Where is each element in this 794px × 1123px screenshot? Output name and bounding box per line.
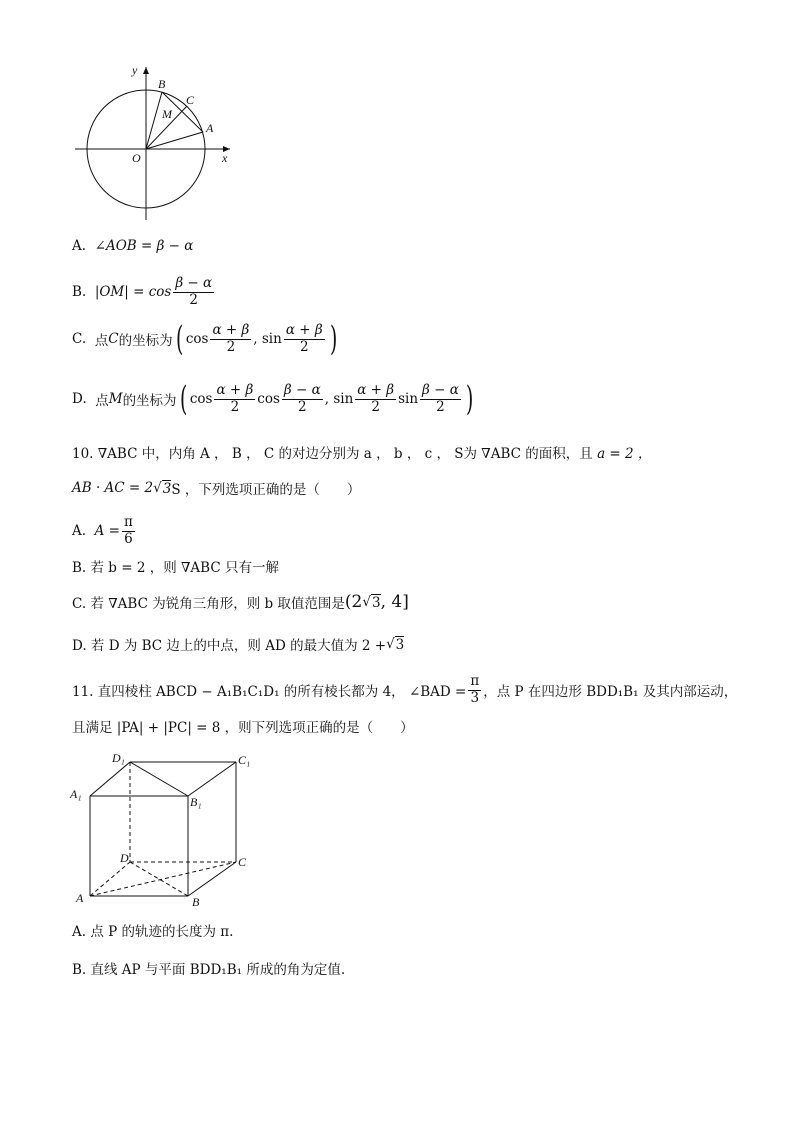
fig2-label-A1: A₁ xyxy=(70,787,82,801)
q10-option-b: B. 若 b = 2 ，则 ∇ABC 只有一解 xyxy=(72,560,279,576)
fig1-label-A: A xyxy=(206,121,214,135)
q11-option-b: B. 直线 AP 与平面 BDD₁B₁ 所成的角为定值. xyxy=(72,962,346,978)
fig2-label-A: A xyxy=(76,891,84,905)
q9-option-b: B. |OM| = cos $\frac{\beta - \alpha}{2}$ xyxy=(72,275,213,308)
q10-stem-line1: 10. ∇ABC 中，内角 A ， B ， C 的对边分别为 a ， b ， c ， S为 ∇ABC 的面积，且 a = 2 ， xyxy=(72,446,652,462)
fig2-label-C: C xyxy=(238,855,247,869)
fig2-label-B1: B₁ xyxy=(190,795,202,809)
fig2-label-D1: D₁ xyxy=(112,751,125,765)
q9-b-fraction: $\frac{\beta - \alpha}{2}$ xyxy=(175,275,213,308)
fig1-label-M: M xyxy=(162,107,172,121)
fig1-label-B: B xyxy=(158,77,166,91)
prism-figure xyxy=(66,748,266,908)
unit-circle-figure xyxy=(70,60,245,225)
q10-stem-line2: AB · AC = 2 √ 3 S ，下列选项正确的是（ ） xyxy=(72,480,361,498)
q11-stem-line2: 且满足 |PA| + |PC| = 8 ，则下列选项正确的是（ ） xyxy=(72,720,414,736)
q11-option-a: A. 点 P 的轨迹的长度为 π. xyxy=(72,924,234,940)
fig1-label-O: O xyxy=(132,151,141,165)
q10-option-a: A. A = $\frac{\pi}{6}$ xyxy=(72,514,133,547)
fig2-label-C1: C₁ xyxy=(238,753,251,767)
q9-option-d: D. 点 M 的坐标为 ( cos $\frac{\alpha + \beta}{2}$ cos $\frac{\beta - \alpha}{2}$ , sin $\frac{\alpha + \beta}{2}$ sin $\frac{\beta - \alpha}{2}$ ) xyxy=(72,379,474,419)
fig1-label-C: C xyxy=(186,93,195,107)
q9-option-a: A. ∠AOB = β − α xyxy=(72,238,194,254)
q11-stem-line1: 11. 直四棱柱 ABCD − A₁B₁C₁D₁ 的所有棱长都为 4， ∠BAD = $\frac{\pi}{3}$ ，点 P 在四边形 BDD₁B₁ 及其内部运动， xyxy=(72,673,738,706)
q10-option-d: D. 若 D 为 BC 边上的中点，则 AD 的最大值为 2 + √ 3 xyxy=(72,636,405,654)
fig2-label-B: B xyxy=(192,895,200,908)
fig1-label-x: x xyxy=(222,151,228,165)
q9-option-c: C. 点 C 的坐标为 ( cos $\frac{\alpha + \beta}{2}$ , sin $\frac{\alpha + \beta}{2}$ ) xyxy=(72,319,337,359)
q10-option-c: C. 若 ∇ABC 为锐角三角形，则 b 取值范围是 (2 √ 3 , 4] xyxy=(72,592,409,612)
fig2-label-D: D xyxy=(120,851,129,865)
fig1-label-y: y xyxy=(132,63,138,77)
